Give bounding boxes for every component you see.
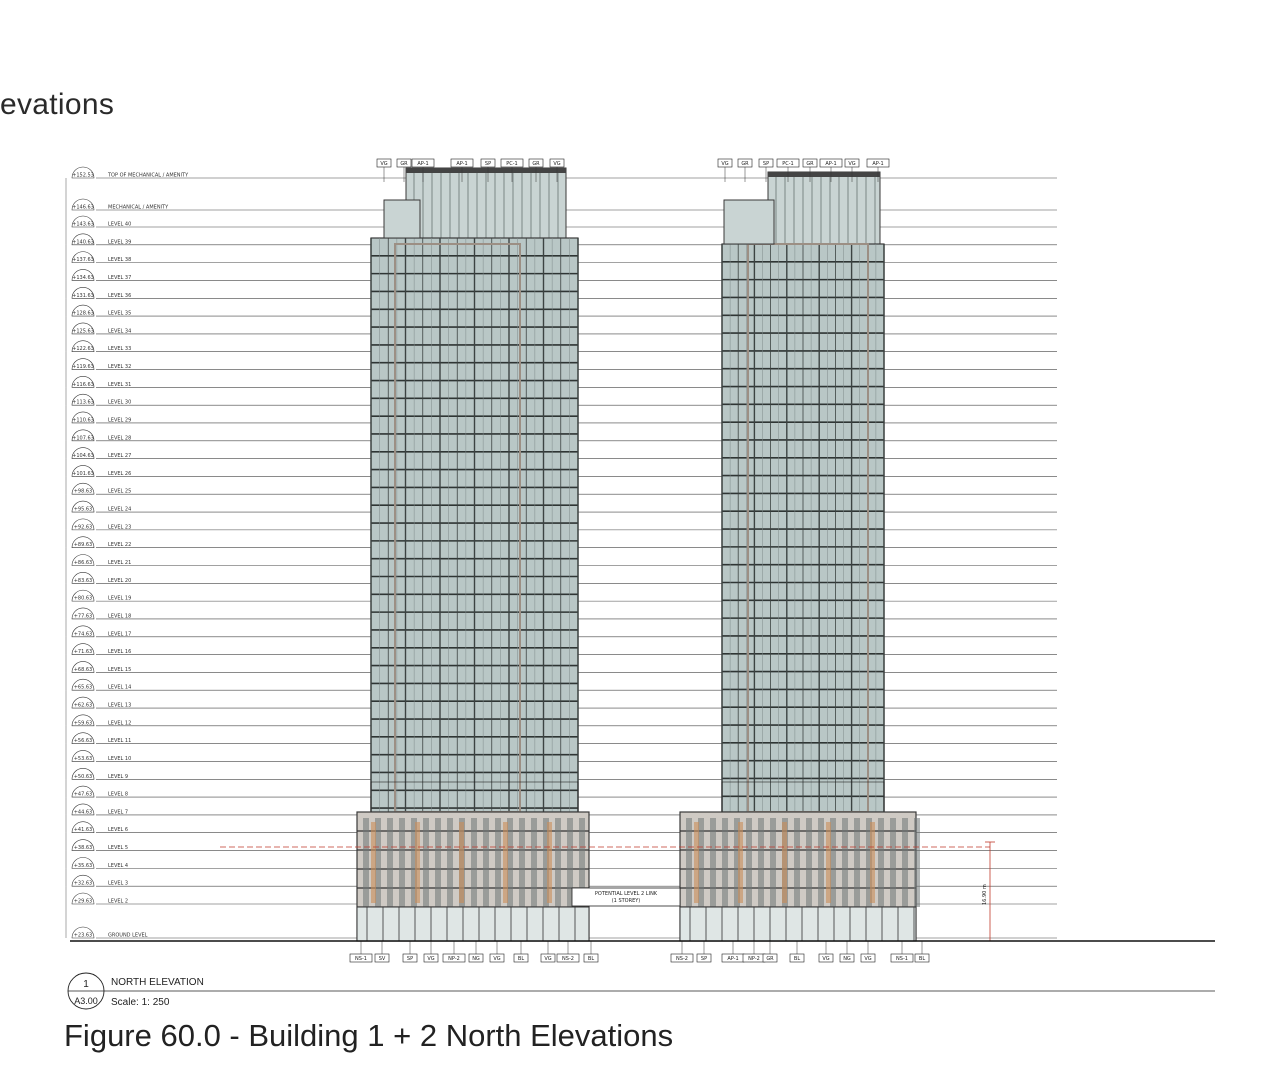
level-name: LEVEL 20 bbox=[108, 577, 132, 584]
level-elevation: +92.63 bbox=[73, 524, 93, 531]
level-elevation: +143.63 bbox=[72, 221, 94, 228]
podium-window-column bbox=[483, 818, 489, 907]
crown-step bbox=[384, 200, 420, 238]
tag-label: AP-1 bbox=[872, 161, 884, 167]
podium-window-column bbox=[854, 818, 860, 907]
podium-window-column bbox=[447, 818, 453, 907]
material-tag bbox=[514, 941, 528, 962]
tag-label: GR bbox=[741, 161, 749, 167]
level-name: LEVEL 2 bbox=[108, 898, 129, 905]
sheet-number: A3.00 bbox=[74, 996, 98, 1006]
level-name: LEVEL 34 bbox=[108, 328, 132, 335]
podium-window-column bbox=[758, 818, 764, 907]
level-elevation: +86.63 bbox=[73, 560, 93, 566]
crown-parapet bbox=[768, 172, 880, 177]
level-elevation: +140.63 bbox=[72, 239, 94, 246]
tag-label: AP-1 bbox=[417, 161, 429, 167]
material-tag bbox=[584, 941, 598, 962]
level-name: LEVEL 37 bbox=[108, 274, 132, 281]
level-elevation: +101.63 bbox=[72, 470, 94, 477]
podium-window-column bbox=[519, 818, 525, 907]
level-name: LEVEL 12 bbox=[108, 720, 132, 727]
material-tag bbox=[840, 941, 854, 962]
level-elevation: +122.63 bbox=[72, 346, 94, 353]
tag-label: SP bbox=[700, 956, 708, 962]
podium-window-column bbox=[842, 818, 848, 907]
level-name: LEVEL 8 bbox=[108, 791, 129, 798]
level-name: LEVEL 18 bbox=[108, 613, 132, 620]
storefront bbox=[357, 907, 589, 941]
material-tag bbox=[424, 941, 438, 962]
level-name: LEVEL 16 bbox=[108, 649, 132, 656]
view-title: NORTH ELEVATION bbox=[111, 977, 204, 988]
tag-label: VG bbox=[721, 161, 729, 167]
tag-label: SV bbox=[378, 956, 386, 962]
level-name: LEVEL 19 bbox=[108, 595, 132, 602]
level-name: LEVEL 10 bbox=[108, 755, 132, 762]
level-elevation: +41.63 bbox=[73, 827, 93, 834]
level-elevation: +137.63 bbox=[72, 257, 94, 264]
level-elevation: +47.63 bbox=[73, 791, 93, 798]
height-dimension-label: 16.90 m bbox=[982, 884, 988, 905]
level-elevation: +104.63 bbox=[72, 453, 94, 460]
storefront bbox=[680, 907, 916, 941]
wood-accent bbox=[415, 822, 420, 903]
tag-label: VG bbox=[493, 956, 501, 962]
view-number: 1 bbox=[83, 979, 89, 990]
level-name: LEVEL 38 bbox=[108, 257, 132, 264]
tag-label: GR bbox=[400, 161, 408, 167]
level-elevation: +29.63 bbox=[73, 898, 93, 905]
podium-window-column bbox=[794, 818, 800, 907]
podium-window-column bbox=[435, 818, 441, 907]
view-title-block bbox=[68, 973, 1215, 1009]
level-name: LEVEL 21 bbox=[108, 560, 132, 566]
level-elevation: +110.63 bbox=[72, 417, 94, 424]
level-elevation: +116.63 bbox=[72, 381, 94, 388]
wood-accent bbox=[371, 822, 376, 903]
level-elevation: +35.63 bbox=[73, 862, 93, 869]
level-elevation: +119.63 bbox=[72, 364, 94, 371]
level-name: LEVEL 24 bbox=[108, 506, 132, 513]
level-elevation: +152.53 bbox=[72, 172, 94, 179]
level-elevation: +125.63 bbox=[72, 328, 94, 335]
level-name: MECHANICAL / AMENITY bbox=[108, 204, 169, 211]
tag-label: VG bbox=[427, 956, 435, 962]
material-tag bbox=[861, 941, 875, 962]
tag-label: BL bbox=[918, 956, 926, 962]
level-elevation: +71.63 bbox=[73, 649, 93, 656]
level-name: LEVEL 6 bbox=[108, 827, 129, 834]
level-name: TOP OF MECHANICAL / AMENITY bbox=[108, 172, 189, 179]
wood-accent bbox=[503, 822, 508, 903]
podium-window-column bbox=[495, 818, 501, 907]
link-label-line-1: POTENTIAL LEVEL 2 LINK bbox=[594, 891, 658, 897]
link-label-line-2: (1 STOREY) bbox=[611, 898, 641, 904]
level-name: LEVEL 40 bbox=[108, 221, 132, 228]
material-tag bbox=[377, 159, 391, 182]
level-name: LEVEL 32 bbox=[108, 364, 132, 371]
tag-label: NS-1 bbox=[355, 956, 367, 962]
tag-label: NG bbox=[472, 956, 480, 962]
level-elevation: +128.63 bbox=[72, 310, 94, 317]
tag-label: AP-1 bbox=[456, 161, 468, 167]
material-tag bbox=[722, 941, 744, 962]
level-name: LEVEL 15 bbox=[108, 666, 132, 673]
level-elevation: +32.63 bbox=[73, 880, 93, 887]
level-elevation: +113.63 bbox=[72, 399, 94, 406]
material-tag bbox=[743, 941, 765, 962]
tag-label: NS-1 bbox=[896, 956, 908, 962]
wood-accent bbox=[738, 822, 743, 903]
level-name: LEVEL 17 bbox=[108, 631, 132, 638]
tag-label: BL bbox=[793, 956, 801, 962]
level-elevation: +23.63 bbox=[73, 932, 93, 939]
level-elevation: +62.63 bbox=[73, 702, 93, 709]
level-elevation: +107.63 bbox=[72, 435, 94, 442]
tag-label: AP-1 bbox=[825, 161, 837, 167]
tag-label: GR bbox=[806, 161, 814, 167]
tag-label: GR bbox=[532, 161, 540, 167]
level-name: LEVEL 31 bbox=[108, 381, 132, 388]
level-elevation: +98.63 bbox=[73, 488, 93, 495]
tag-label: VG bbox=[848, 161, 856, 167]
level-name: LEVEL 28 bbox=[108, 435, 132, 442]
level-elevation: +89.63 bbox=[73, 542, 93, 549]
podium-window-column bbox=[902, 818, 908, 907]
tag-label: VG bbox=[864, 956, 872, 962]
material-tag bbox=[403, 941, 417, 962]
level-name: LEVEL 27 bbox=[108, 453, 132, 460]
podium-window-column bbox=[471, 818, 477, 907]
podium-window-column bbox=[555, 818, 561, 907]
material-tag bbox=[819, 941, 833, 962]
podium-window-column bbox=[363, 818, 369, 907]
level-elevation: +50.63 bbox=[73, 773, 93, 780]
podium-window-column bbox=[710, 818, 716, 907]
level-elevation: +74.63 bbox=[73, 631, 93, 638]
level-elevation: +146.63 bbox=[72, 204, 94, 211]
material-tag bbox=[763, 941, 777, 962]
podium-window-column bbox=[818, 818, 824, 907]
building-1-elevation bbox=[357, 168, 589, 941]
level-elevation: +56.63 bbox=[73, 738, 93, 745]
podium-window-column bbox=[387, 818, 393, 907]
level-name: LEVEL 39 bbox=[108, 239, 132, 246]
tag-label: VG bbox=[544, 956, 552, 962]
level-name: LEVEL 13 bbox=[108, 702, 132, 709]
tag-label: NS-2 bbox=[676, 956, 688, 962]
level-elevation: +44.63 bbox=[73, 809, 93, 816]
podium-window-column bbox=[423, 818, 429, 907]
level-elevation: +65.63 bbox=[73, 684, 93, 691]
material-tag bbox=[375, 941, 389, 962]
wood-accent bbox=[547, 822, 552, 903]
view-scale: Scale: 1: 250 bbox=[111, 997, 170, 1008]
material-tag bbox=[738, 159, 752, 182]
tag-label: BL bbox=[587, 956, 595, 962]
building-2-elevation bbox=[680, 172, 920, 941]
potential-link bbox=[572, 888, 680, 906]
material-tag bbox=[557, 941, 579, 962]
tag-label: SP bbox=[484, 161, 492, 167]
material-tag bbox=[790, 941, 804, 962]
level-name: LEVEL 9 bbox=[108, 773, 129, 780]
tag-label: NP-2 bbox=[448, 956, 460, 962]
level-name: LEVEL 26 bbox=[108, 470, 132, 477]
material-tag bbox=[671, 941, 693, 962]
material-tag bbox=[697, 941, 711, 962]
material-tag bbox=[443, 941, 465, 962]
level-name: LEVEL 5 bbox=[108, 845, 129, 852]
tag-label: SP bbox=[406, 956, 414, 962]
tag-label: PC-1 bbox=[506, 161, 518, 167]
material-tag bbox=[490, 941, 504, 962]
podium-window-column bbox=[914, 818, 920, 907]
level-elevation: +38.63 bbox=[73, 845, 93, 852]
level-name: LEVEL 29 bbox=[108, 417, 132, 424]
level-elevation: +134.63 bbox=[72, 274, 94, 281]
section-heading: evations bbox=[0, 88, 115, 121]
tag-label: NG bbox=[843, 956, 851, 962]
wood-accent bbox=[782, 822, 787, 903]
level-name: LEVEL 3 bbox=[108, 880, 129, 887]
level-name: LEVEL 33 bbox=[108, 346, 132, 353]
podium-window-column bbox=[722, 818, 728, 907]
wood-accent bbox=[870, 822, 875, 903]
material-tag bbox=[469, 941, 483, 962]
wood-accent bbox=[694, 822, 699, 903]
level-name: LEVEL 7 bbox=[108, 809, 129, 816]
tag-label: VG bbox=[380, 161, 388, 167]
material-tag bbox=[915, 941, 929, 962]
tag-label: NS-2 bbox=[562, 956, 574, 962]
level-name: LEVEL 11 bbox=[108, 738, 132, 745]
height-dimension bbox=[982, 842, 995, 941]
tag-label: GR bbox=[766, 956, 774, 962]
level-name: GROUND LEVEL bbox=[108, 932, 148, 939]
wood-accent bbox=[459, 822, 464, 903]
podium-window-column bbox=[746, 818, 752, 907]
tag-label: BL bbox=[517, 956, 525, 962]
podium-window-column bbox=[770, 818, 776, 907]
podium-window-column bbox=[878, 818, 884, 907]
tag-label: SP bbox=[762, 161, 770, 167]
tag-label: NP-2 bbox=[748, 956, 760, 962]
level-elevation: +131.63 bbox=[72, 292, 94, 299]
crown-parapet bbox=[406, 168, 566, 173]
level-elevation: +53.63 bbox=[73, 755, 93, 762]
tag-label: AP-1 bbox=[727, 956, 739, 962]
material-tag bbox=[350, 941, 372, 962]
material-tag bbox=[891, 941, 913, 962]
level-name: LEVEL 25 bbox=[108, 488, 132, 495]
podium-window-column bbox=[399, 818, 405, 907]
crown-step bbox=[724, 200, 774, 244]
level-elevation: +68.63 bbox=[73, 666, 93, 673]
tag-label: VG bbox=[822, 956, 830, 962]
level-elevation: +59.63 bbox=[73, 720, 93, 727]
level-name: LEVEL 36 bbox=[108, 292, 132, 299]
tag-label: PC-1 bbox=[782, 161, 794, 167]
tag-label: VG bbox=[553, 161, 561, 167]
podium-window-column bbox=[890, 818, 896, 907]
level-name: LEVEL 4 bbox=[108, 862, 129, 869]
podium-window-column bbox=[806, 818, 812, 907]
material-tag bbox=[541, 941, 555, 962]
level-name: LEVEL 22 bbox=[108, 542, 132, 549]
material-tag bbox=[718, 159, 732, 182]
level-name: LEVEL 30 bbox=[108, 399, 132, 406]
level-elevation: +77.63 bbox=[73, 613, 93, 620]
figure-caption: Figure 60.0 - Building 1 + 2 North Elevations bbox=[64, 1018, 674, 1053]
level-name: LEVEL 14 bbox=[108, 684, 132, 691]
podium-window-column bbox=[531, 818, 537, 907]
level-name: LEVEL 35 bbox=[108, 310, 132, 317]
level-name: LEVEL 23 bbox=[108, 524, 132, 531]
level-elevation: +83.63 bbox=[73, 577, 93, 584]
level-elevation: +80.63 bbox=[73, 595, 93, 602]
level-elevation: +95.63 bbox=[73, 506, 93, 513]
wood-accent bbox=[826, 822, 831, 903]
podium-window-column bbox=[686, 818, 692, 907]
